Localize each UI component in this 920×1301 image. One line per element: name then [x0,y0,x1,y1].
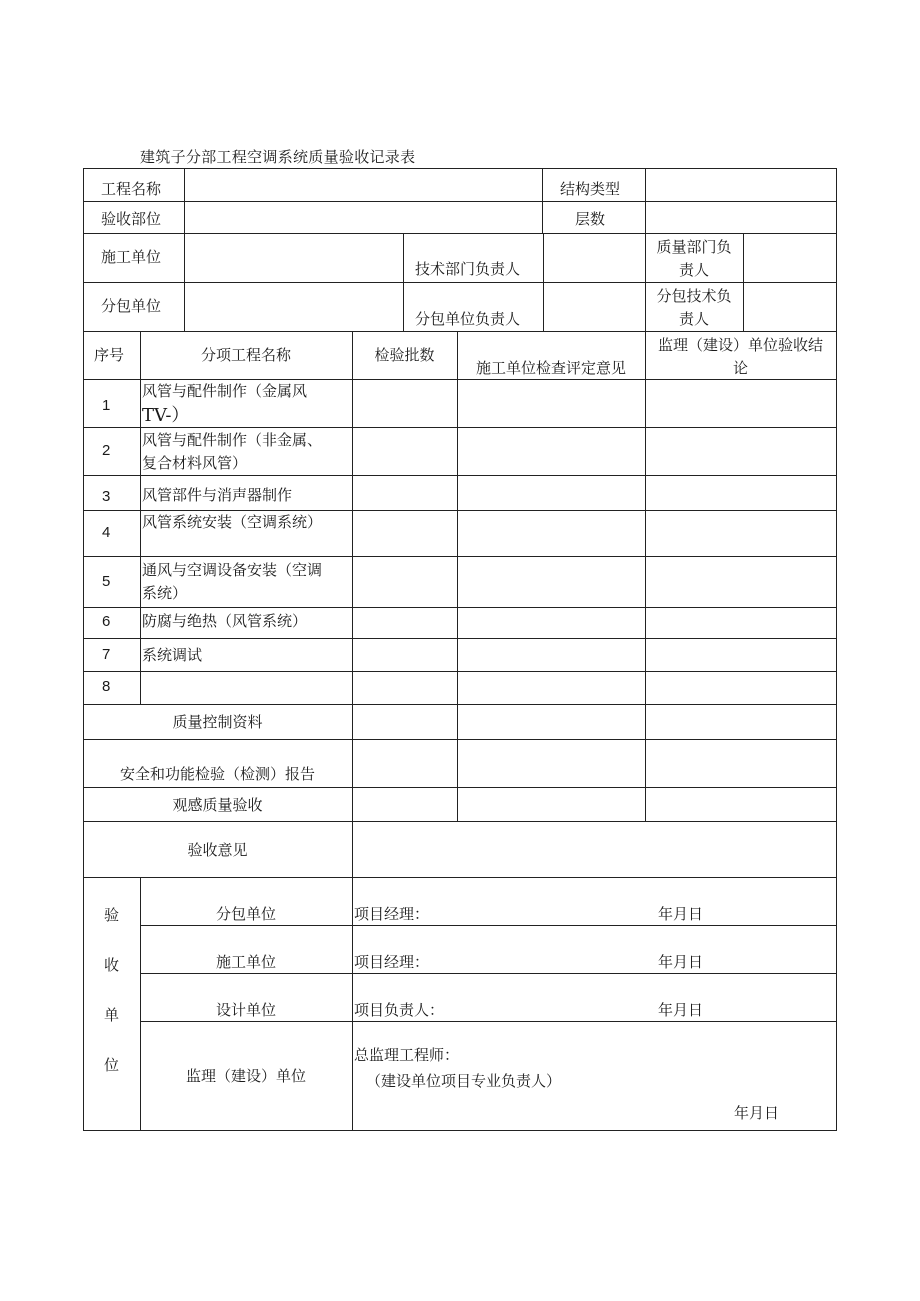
item-name: 风管与配件制作（非金属、 [142,431,323,449]
tech-dept-head-label: 技术部门负责人 [415,260,521,278]
quality-dept-head-label-2: 责人 [678,261,709,279]
item-name: 通风与空调设备安装（空调 [142,561,323,579]
quality-dept-head-label: 质量部门负 [656,238,732,256]
item-name-2: 系统） [142,584,188,602]
unit-signer: 项目经理： [354,953,430,971]
quality-control-label: 质量控制资料 [172,713,263,731]
unit-signer: 项目经理： [354,905,430,923]
side-label-char: 验 [103,906,119,924]
item-no: 6 [102,613,111,630]
item-no: 3 [102,488,111,505]
acceptance-part-label: 验收部位 [101,210,162,228]
item-name-2: TV-） [142,405,190,426]
item-name: 风管部件与消声器制作 [142,486,293,504]
item-no: 1 [102,397,111,414]
unit-date: 年月日 [658,953,704,971]
item-no: 5 [102,573,111,590]
unit-signer: 项目负责人： [354,1001,445,1019]
col-batch-count: 检验批数 [374,346,435,364]
item-name: 风管与配件制作（金属风 [142,382,308,400]
subcontract-unit-label: 分包单位 [101,297,162,315]
page-title: 建筑子分部工程空调系统质量验收记录表 [140,148,416,166]
side-label-char: 位 [103,1056,119,1074]
construction-unit-label: 施工单位 [101,248,162,266]
col-item-name: 分项工程名称 [200,346,291,364]
unit-date: 年月日 [658,905,704,923]
side-label-char: 单 [103,1006,119,1024]
structure-type-label: 结构类型 [560,180,621,198]
unit-name: 分包单位 [215,905,276,923]
safety-report-label: 安全和功能检验（检测）报告 [119,765,315,783]
floors-label: 层数 [575,210,606,228]
project-name-label: 工程名称 [101,180,162,198]
col-supervisor-conclusion: 监理（建设）单位验收结 [657,336,823,354]
col-supervisor-conclusion-2: 论 [732,359,748,377]
supervisor-date: 年月日 [734,1104,780,1122]
appearance-label: 观感质量验收 [172,796,263,814]
subcontract-head-label: 分包单位负责人 [415,310,521,328]
unit-name: 施工单位 [215,953,276,971]
item-no: 7 [102,646,111,663]
item-no: 4 [102,524,111,541]
supervisor-unit-name: 监理（建设）单位 [185,1067,306,1085]
acceptance-form [83,168,837,1131]
col-seq: 序号 [94,346,125,364]
subcontract-tech-head-label-2: 责人 [678,310,709,328]
opinion-label: 验收意见 [187,841,248,859]
unit-date: 年月日 [658,1001,704,1019]
item-no: 2 [102,442,111,459]
unit-name: 设计单位 [215,1001,276,1019]
item-name: 防腐与绝热（风管系统） [142,612,308,630]
subcontract-tech-head-label: 分包技术负 [656,287,732,305]
item-name-2: 复合材料风管） [142,454,248,472]
col-contractor-opinion: 施工单位检查评定意见 [475,359,626,377]
item-name: 系统调试 [142,646,203,664]
item-name: 风管系统安装（空调系统） [142,513,323,531]
side-label-char: 收 [103,956,119,974]
supervisor-signer: 总监理工程师： [354,1046,460,1064]
supervisor-signer-2: （建设单位项目专业负责人） [366,1072,562,1090]
item-no: 8 [102,678,111,695]
